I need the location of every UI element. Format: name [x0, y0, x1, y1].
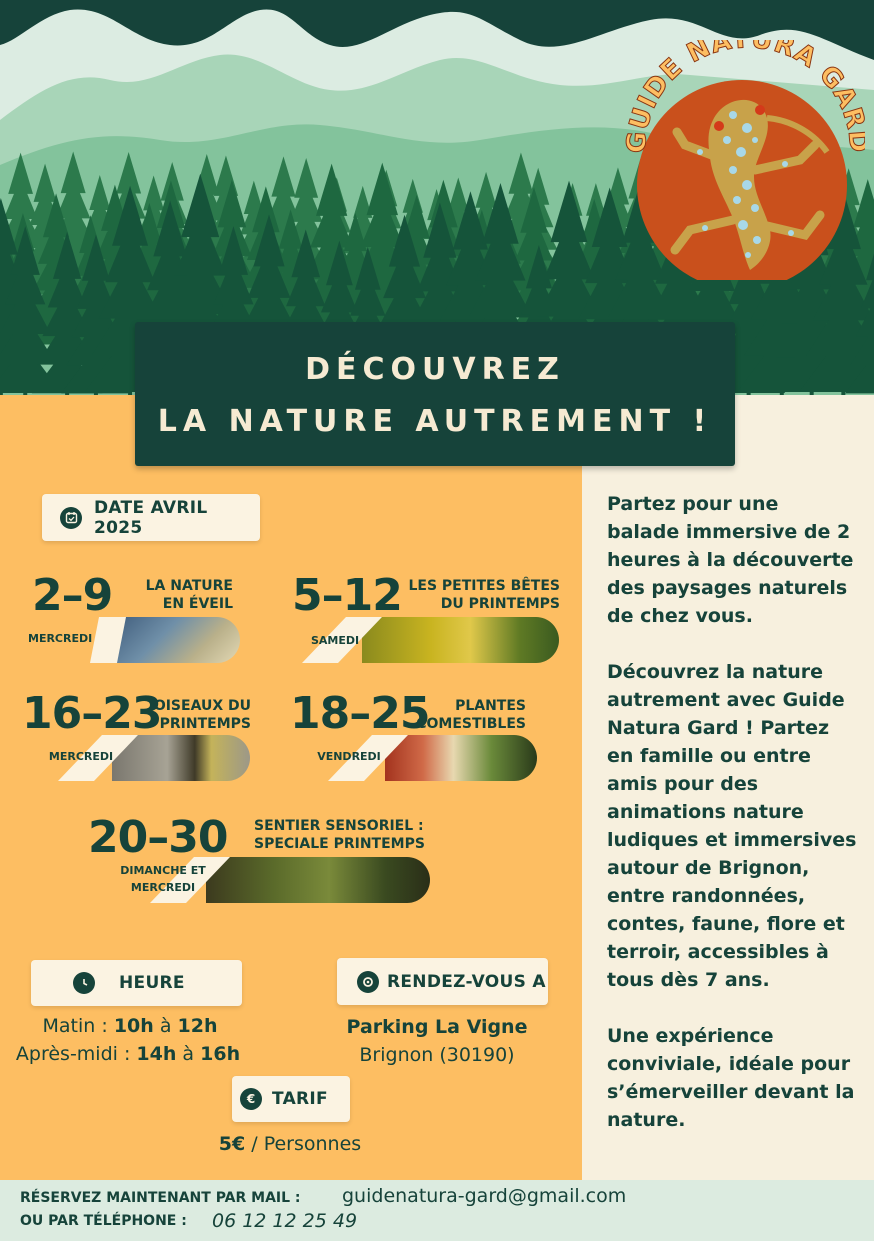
description-paragraph: Découvrez la nature autrement avec Guide Natura Gard ! Partez en famille ou entre amis pour des animations nature ludiques et immersives autour de Brignon, entre randonnées, contes, faune, flore et terroir, accessibles à tous dès 7 ans. [607, 661, 857, 991]
price [160, 1130, 420, 1158]
morning-sep: à [153, 1015, 178, 1037]
afternoon-end: 16h [200, 1043, 241, 1065]
meeting-place: Parking La Vigne [346, 1016, 528, 1038]
headline-line-1: DÉCOUVREZ [305, 352, 565, 387]
logo [615, 40, 865, 280]
description [607, 490, 857, 1162]
event-card [88, 812, 433, 907]
description-paragraph: Une expérience conviviale, idéale pour s’émerveiller devant la nature. [607, 1025, 855, 1131]
morning-hours [0, 1012, 260, 1040]
event-photo [385, 735, 537, 781]
morning-end: 12h [177, 1015, 218, 1037]
tarif-label: TARIF [272, 1089, 328, 1109]
event-date-range: 20–30 [88, 812, 228, 863]
event-day: MERCREDI [48, 750, 114, 763]
afternoon-hours [0, 1040, 256, 1068]
event-date-range: 18–25 [290, 688, 430, 739]
footer [0, 1180, 874, 1241]
price-value: 5€ [218, 1133, 246, 1155]
event-card [290, 690, 540, 785]
phone-label: OU PAR TÉLÉPHONE : [20, 1213, 187, 1229]
headline-line-2: LA NATURE AUTREMENT ! [157, 404, 713, 439]
tarif-pill [232, 1076, 350, 1122]
afternoon-label: Après-midi : [15, 1043, 137, 1065]
event-photo [112, 735, 250, 781]
description-paragraph: Partez pour une balade immersive de 2 heures à la découverte des paysages naturels de chez vous. [607, 493, 854, 627]
event-card [292, 572, 564, 667]
phone-link[interactable]: 06 12 12 25 49 [212, 1210, 358, 1232]
headline-box [135, 322, 735, 466]
event-card [28, 572, 243, 667]
event-day: VENDREDI [317, 750, 381, 763]
event-day: DIMANCHE ET MERCREDI [120, 864, 206, 894]
event-title: PLANTES COMESTIBLES [416, 698, 526, 732]
mail-label: RÉSERVEZ MAINTENANT PAR MAIL : [20, 1190, 301, 1206]
clock-icon [73, 972, 95, 994]
event-photo [362, 617, 559, 663]
date-label: DATE AVRIL 2025 [94, 497, 208, 538]
event-photo [206, 857, 430, 903]
event-date-range: 16–23 [22, 688, 162, 739]
heure-label: HEURE [119, 973, 185, 993]
event-title: SENTIER SENSORIEL : SPECIALE PRINTEMPS [254, 818, 425, 852]
meeting-city: Brignon (30190) [359, 1044, 515, 1066]
event-title: LA NATURE EN ÉVEIL [145, 578, 233, 612]
location-pin-icon [357, 971, 379, 993]
event-day: MERCREDI [28, 632, 93, 645]
event-photo [110, 617, 240, 663]
event-day: SAMEDI [310, 634, 360, 647]
morning-start: 10h [113, 1015, 154, 1037]
morning-label: Matin : [42, 1015, 114, 1037]
event-date-range: 2–9 [32, 570, 113, 621]
rendezvous-label: RENDEZ-VOUS A [387, 971, 546, 992]
event-title: LES PETITES BÊTES DU PRINTEMPS [408, 578, 560, 612]
afternoon-start: 14h [136, 1043, 177, 1065]
email-link[interactable]: guidenatura-gard@gmail.com [342, 1185, 627, 1207]
logo-text: GUIDE NA URA GA [621, 40, 863, 155]
calendar-icon [60, 507, 82, 529]
date-pill [42, 494, 260, 541]
event-card [22, 690, 257, 785]
afternoon-sep: à [176, 1043, 201, 1065]
euro-icon: € [240, 1088, 262, 1110]
price-unit: / Personnes [245, 1133, 362, 1155]
heure-pill [31, 960, 242, 1006]
event-title: OISEAUX DU PRINTEMPS [153, 698, 251, 732]
rendezvous-pill [337, 958, 548, 1005]
event-date-range: 5–12 [292, 570, 402, 621]
